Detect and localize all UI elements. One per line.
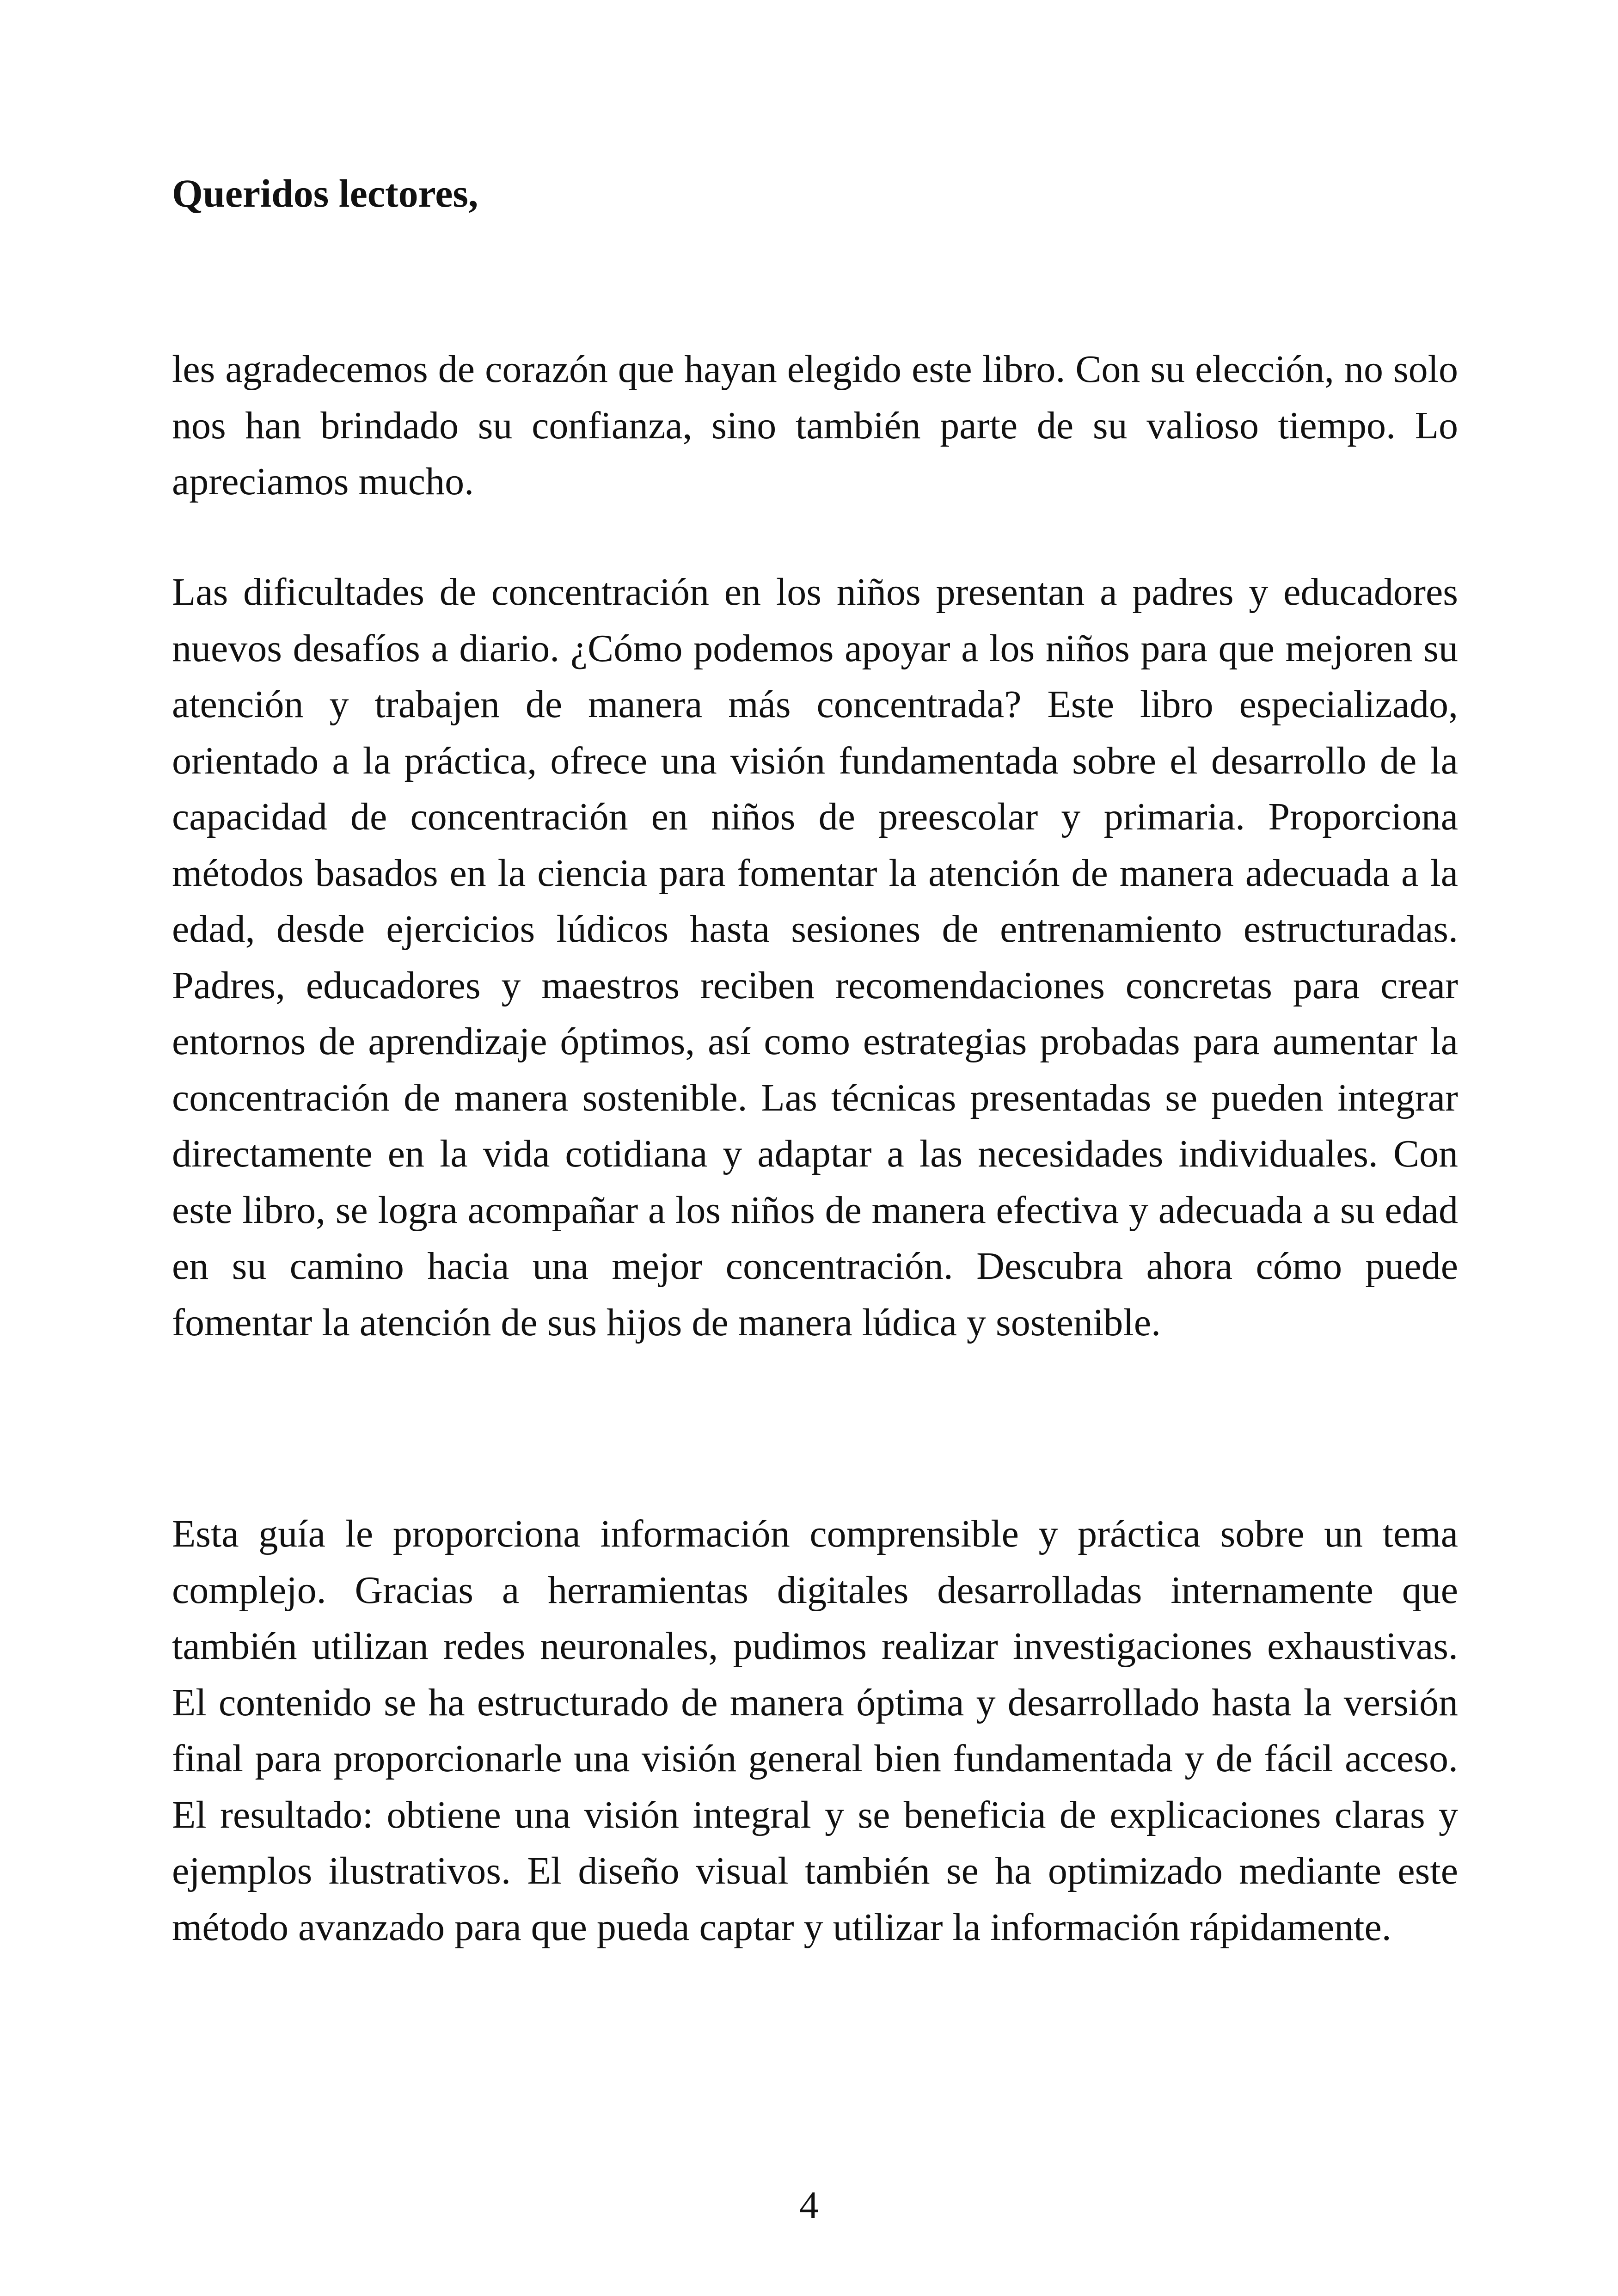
paragraph-guide: Esta guía le proporciona información comprensible y práctica sobre un tema complejo. Gracias a herramientas digitales desarrolladas internamente que también utilizan redes neuronales, pudimos realizar investigaciones exhaustivas. El contenido se ha estructurado de manera óptima y desarrollado hasta la versión final para proporcionarle una visión general bien fundamentada y de fácil acceso. El resultado: obtiene una visión integral y se beneficia de explicaciones claras y ejemplos ilustrativos. El diseño visual también se ha optimizado mediante este método avanzado para que pueda captar y utilizar la información rápidamente. <box>172 1512 1458 1949</box>
page-number: 4 <box>799 2184 819 2227</box>
greeting-heading: Queridos lectores, <box>172 171 478 215</box>
paragraph-concentration: Las dificultades de concentración en los niños presentan a padres y educadores nuevos desafíos a diario. ¿Cómo podemos apoyar a los niños para que mejoren su atención y trabajen de manera más concentrada? Este libro especializado, orientado a la práctica, ofrece una visión fundamentada sobre el desarrollo de la capacidad de concentración en niños de preescolar y primaria. Proporciona métodos basados en la ciencia para fomentar la atención de manera adecuada a la edad, desde ejercicios lúdicos hasta sesiones de entrenamiento estructuradas. Padres, educadores y maestros reciben recomendaciones concretas para crear entornos de aprendizaje óptimos, así como estrategias probadas para aumentar la concentración de manera sostenible. Las técnicas presentadas se pueden integrar directamente en la vida cotidiana y adaptar a las necesidades individuales. Con este libro, se logra acompañar a los niños de manera efectiva y adecuada a su edad en su camino hacia una mejor concentración. Descubra ahora cómo puede fomentar la atención de sus hijos de manera lúdica y sostenible. <box>172 571 1458 1344</box>
paragraph-thanks: les agradecemos de corazón que hayan elegido este libro. Con su elección, no solo nos han brindado su confianza, sino también parte de su valioso tiempo. Lo apreciamos mucho. <box>172 348 1458 503</box>
